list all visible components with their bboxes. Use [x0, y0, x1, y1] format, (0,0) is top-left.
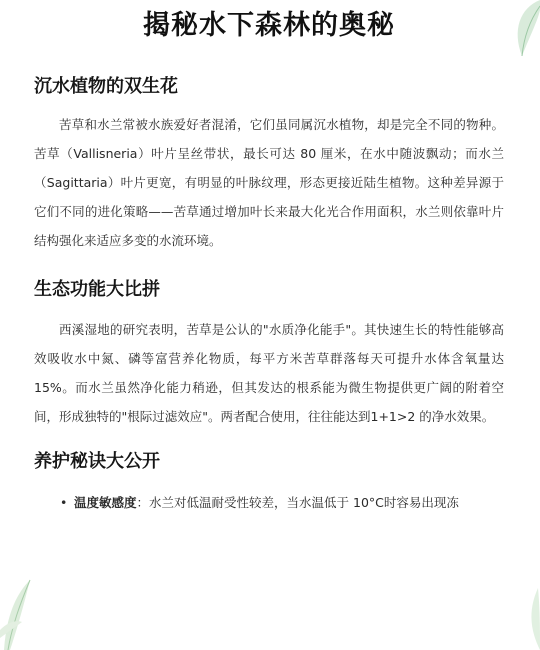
- list-item: [60, 491, 504, 515]
- section-heading-care-tips: 养护秘诀大公开: [34, 451, 160, 472]
- section-heading-twin-plants: 沉水植物的双生花: [34, 76, 178, 97]
- article: [34, 0, 504, 515]
- bullet-text: ：水兰对低温耐受性较差，当水温低于 10°C时容易出现冻: [136, 495, 459, 510]
- leaf-decoration-bottom-left: [0, 560, 40, 650]
- page-title: 揭秘水下森林的奥秘: [143, 10, 395, 41]
- bullet-term: 温度敏感度: [74, 495, 137, 510]
- section-paragraph-twin-plants: 苦草和水兰常被水族爱好者混淆，它们虽同属沉水植物，却是完全不同的物种。苦草（Vallisneria）叶片呈丝带状，最长可达 80 厘米，在水中随波飘动；而水兰（Sagittaria）叶片更宽，有明显的叶脉纹理，形态更接近陆生植物。这种差异源于它们不同的进化策略——苦草通过增加叶长来最大化光合作用面积，水兰则依靠叶片结构强化来适应多变的水流环境。: [34, 117, 504, 248]
- section-paragraph-ecology: 西溪湿地的研究表明，苦草是公认的"水质净化能手"。其快速生长的特性能够高效吸收水中氮、磷等富营养化物质，每平方米苦草群落每天可提升水体含氧量达 15%。而水兰虽然净化能力稍逊，但其发达的根系能为微生物提供更广阔的附着空间，形成独特的"根际过滤效应"。两者配合使用，往往能达到1+1>2 的净水效果。: [34, 322, 504, 424]
- leaf-decoration-top-right: [500, 0, 540, 60]
- bullet-dot: •: [60, 495, 68, 510]
- leaf-decoration-bottom-right: [510, 580, 540, 650]
- section-heading-ecology: 生态功能大比拼: [34, 279, 160, 300]
